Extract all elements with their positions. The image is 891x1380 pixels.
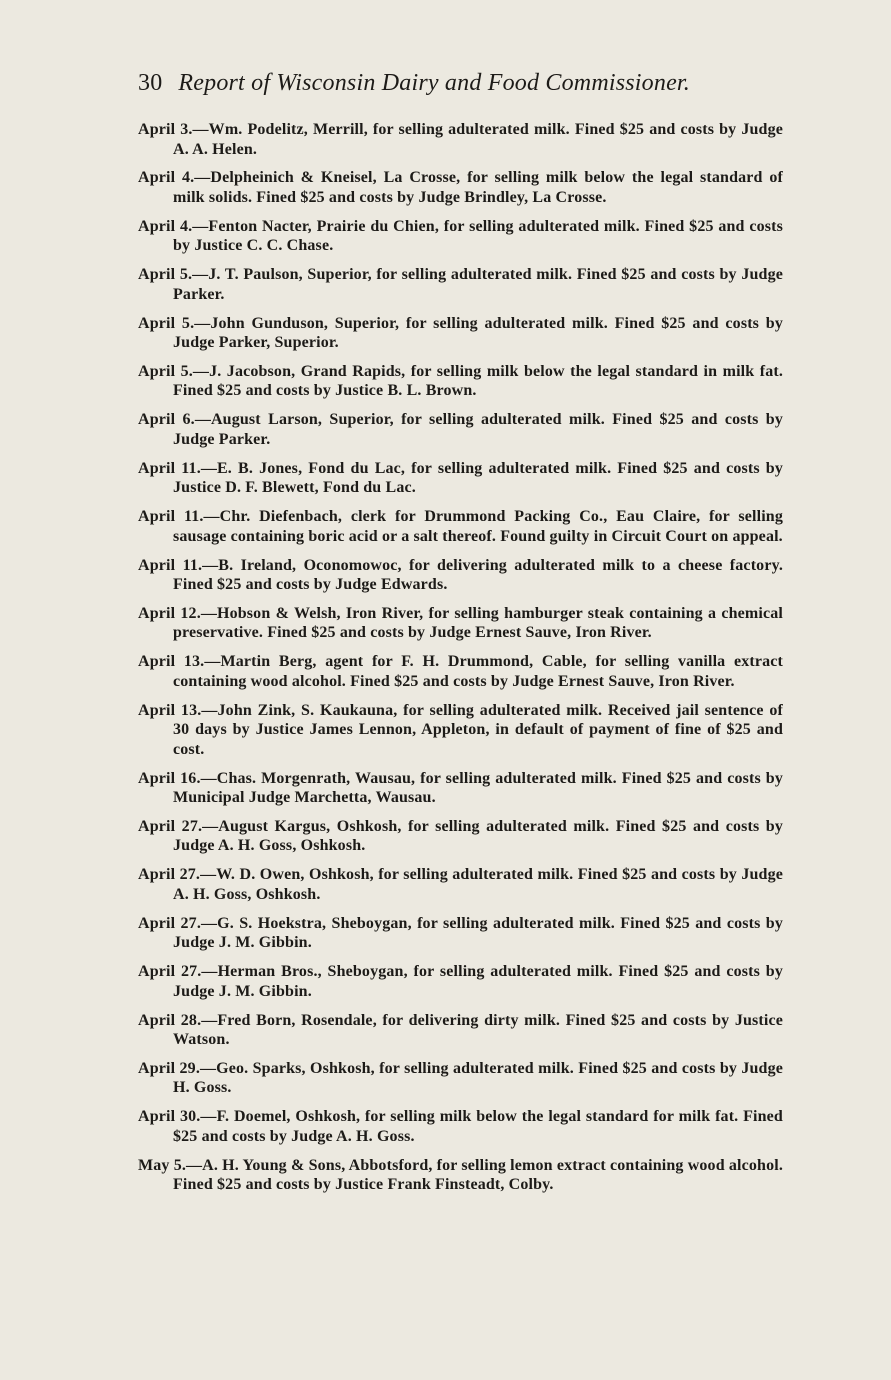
entry-larson: April 6.—August Larson, Superior, for selling adulterated milk. Fined $25 and costs by Judge Parker. <box>138 411 783 448</box>
entry-hobson-welsh: April 12.—Hobson & Welsh, Iron River, for selling hamburger steak containing a chemical preservative. Fined $25 and costs by Judge Ernest Sauve, Iron River. <box>138 604 783 642</box>
entry-nacter: April 4.—Fenton Nacter, Prairie du Chien, for selling adulterated milk. Fined $25 and costs by Justice C. C. Chase. <box>138 217 783 255</box>
entry-hoekstra: April 27.—G. S. Hoekstra, Sheboygan, for selling adulterated milk. Fined $25 and costs by Judge J. M. Gibbin. <box>138 914 783 952</box>
entry-morgenrath: April 16.—Chas. Morgenrath, Wausau, for selling adulterated milk. Fined $25 and costs by Municipal Judge Marchetta, Wausau. <box>138 769 783 807</box>
running-head <box>138 70 778 104</box>
entry-ireland: April 11.—B. Ireland, Oconomowoc, for delivering adulterated milk to a cheese factory. Fined $25 and costs by Judge Edwards. <box>138 556 783 594</box>
entry-delpheinich-kneisel: April 4.—Delpheinich & Kneisel, La Crosse, for selling milk below the legal standard of milk solids. Fined $25 and costs by Judge Brindley, La Crosse. <box>138 169 783 206</box>
entry-born: April 28.—Fred Born, Rosendale, for delivering dirty milk. Fined $25 and costs by Justice Watson. <box>138 1011 783 1049</box>
entry-herman-bros: April 27.—Herman Bros., Sheboygan, for selling adulterated milk. Fined $25 and costs by Judge J. M. Gibbin. <box>138 963 783 1000</box>
page-title: Report of Wisconsin Dairy and Food Commissioner. <box>178 70 691 96</box>
entry-doemel: April 30.—F. Doemel, Oshkosh, for selling milk below the legal standard for milk fat. Fined $25 and costs by Judge A. H. Goss. <box>138 1108 783 1145</box>
entry-gunduson: April 5.—John Gunduson, Superior, for selling adulterated milk. Fined $25 and costs by Judge Parker, Superior. <box>138 314 783 352</box>
entry-zink: April 13.—John Zink, S. Kaukauna, for selling adulterated milk. Received jail sentence of 30 days by Justice James Lennon, Appleton, in default of payment of fine of $25 and cost. <box>138 701 783 758</box>
entry-owen: April 27.—W. D. Owen, Oshkosh, for selling adulterated milk. Fined $25 and costs by Judge A. H. Goss, Oshkosh. <box>138 866 783 903</box>
page-number: 30 <box>138 70 163 96</box>
entry-paulson: April 5.—J. T. Paulson, Superior, for selling adulterated milk. Fined $25 and costs by Judge Parker. <box>138 266 783 303</box>
entry-diefenbach: April 11.—Chr. Diefenbach, clerk for Drummond Packing Co., Eau Claire, for selling sausage containing boric acid or a salt thereof. Found guilty in Circuit Court on appeal. <box>138 508 783 545</box>
entry-kargus: April 27.—August Kargus, Oshkosh, for selling adulterated milk. Fined $25 and costs by Judge A. H. Goss, Oshkosh. <box>138 817 783 855</box>
entry-berg: April 13.—Martin Berg, agent for F. H. Drummond, Cable, for selling vanilla extract containing wood alcohol. Fined $25 and costs by Judge Ernest Sauve, Iron River. <box>138 653 783 690</box>
entry-list <box>138 120 783 1204</box>
entry-young-sons: May 5.—A. H. Young & Sons, Abbotsford, for selling lemon extract containing wood alcohol. Fined $25 and costs by Justice Frank Finsteadt, Colby. <box>138 1156 783 1194</box>
entry-jones: April 11.—E. B. Jones, Fond du Lac, for selling adulterated milk. Fined $25 and costs by Justice D. F. Blewett, Fond du Lac. <box>138 459 783 497</box>
entry-jacobson: April 5.—J. Jacobson, Grand Rapids, for selling milk below the legal standard in milk fat. Fined $25 and costs by Justice B. L. Brown. <box>138 362 783 400</box>
entry-podelitz: April 3.—Wm. Podelitz, Merrill, for selling adulterated milk. Fined $25 and costs by Judge A. A. Helen. <box>138 121 783 158</box>
entry-sparks: April 29.—Geo. Sparks, Oshkosh, for selling adulterated milk. Fined $25 and costs by Judge H. Goss. <box>138 1059 783 1097</box>
